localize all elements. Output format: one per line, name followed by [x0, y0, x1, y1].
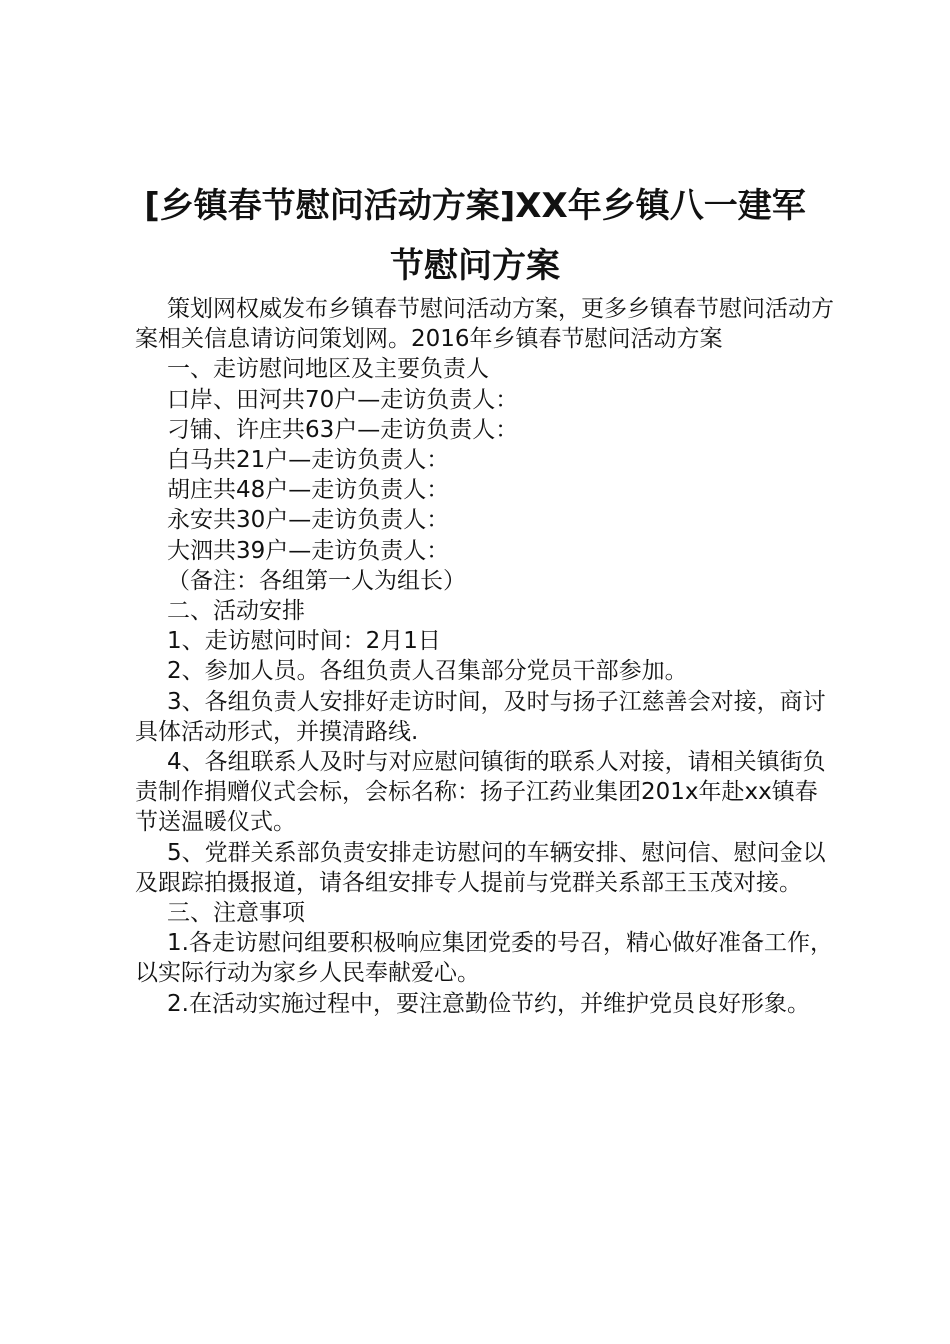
- remark-line: （备注：各组第一人为组长）: [167, 567, 466, 594]
- arrangement-item-4: 4、各组联系人及时与对应慰问镇街的联系人对接，请相关镇街负责制作捐赠仪式会标，会标名称：扬子江药业集团201x年赴xx镇春节送温暖仪式。: [135, 749, 826, 836]
- section-heading-1: 一、走访慰问地区及主要负责人: [167, 356, 489, 383]
- notice-item-2: 2.在活动实施过程中，要注意勤俭节约，并维护党员良好形象。: [167, 990, 810, 1017]
- area-line-huzhuang: 胡庄共48户—走访负责人：: [167, 477, 450, 504]
- arrangement-item-3: 3、各组负责人安排好走访时间，及时与扬子江慈善会对接，商讨具体活动形式，并摸清路线.: [135, 688, 826, 745]
- area-line-baima: 白马共21户—走访负责人：: [167, 447, 450, 474]
- document-title-line-1: [乡镇春节慰问活动方案]XX年乡镇八一建军: [144, 186, 806, 226]
- section-heading-2: 二、活动安排: [167, 598, 305, 625]
- document-body: [135, 294, 835, 1019]
- area-line-yongan: 永安共30户—走访负责人：: [167, 507, 450, 534]
- arrangement-item-1: 1、走访慰问时间：2月1日: [167, 628, 441, 655]
- notice-item-1: 1.各走访慰问组要积极响应集团党委的号召，精心做好准备工作，以实际行动为家乡人民奉献爱心。: [135, 930, 833, 987]
- section-heading-3: 三、注意事项: [167, 900, 305, 927]
- document-title-line-2: 节慰问方案: [390, 246, 560, 286]
- area-line-diaopu: 刁铺、许庄共63户—走访负责人：: [167, 416, 519, 443]
- intro-paragraph: 策划网权威发布乡镇春节慰问活动方案，更多乡镇春节慰问活动方案相关信息请访问策划网。2016年乡镇春节慰问活动方案: [135, 296, 834, 353]
- area-line-dasi: 大泗共39户—走访负责人：: [167, 537, 450, 564]
- arrangement-item-5: 5、党群关系部负责安排走访慰问的车辆安排、慰问信、慰问金以及跟踪拍摄报道，请各组安排专人提前与党群关系部王玉茂对接。: [135, 839, 826, 896]
- arrangement-item-2: 2、参加人员。各组负责人召集部分党员干部参加。: [167, 658, 688, 685]
- area-line-kouan: 口岸、田河共70户—走访负责人：: [167, 386, 519, 413]
